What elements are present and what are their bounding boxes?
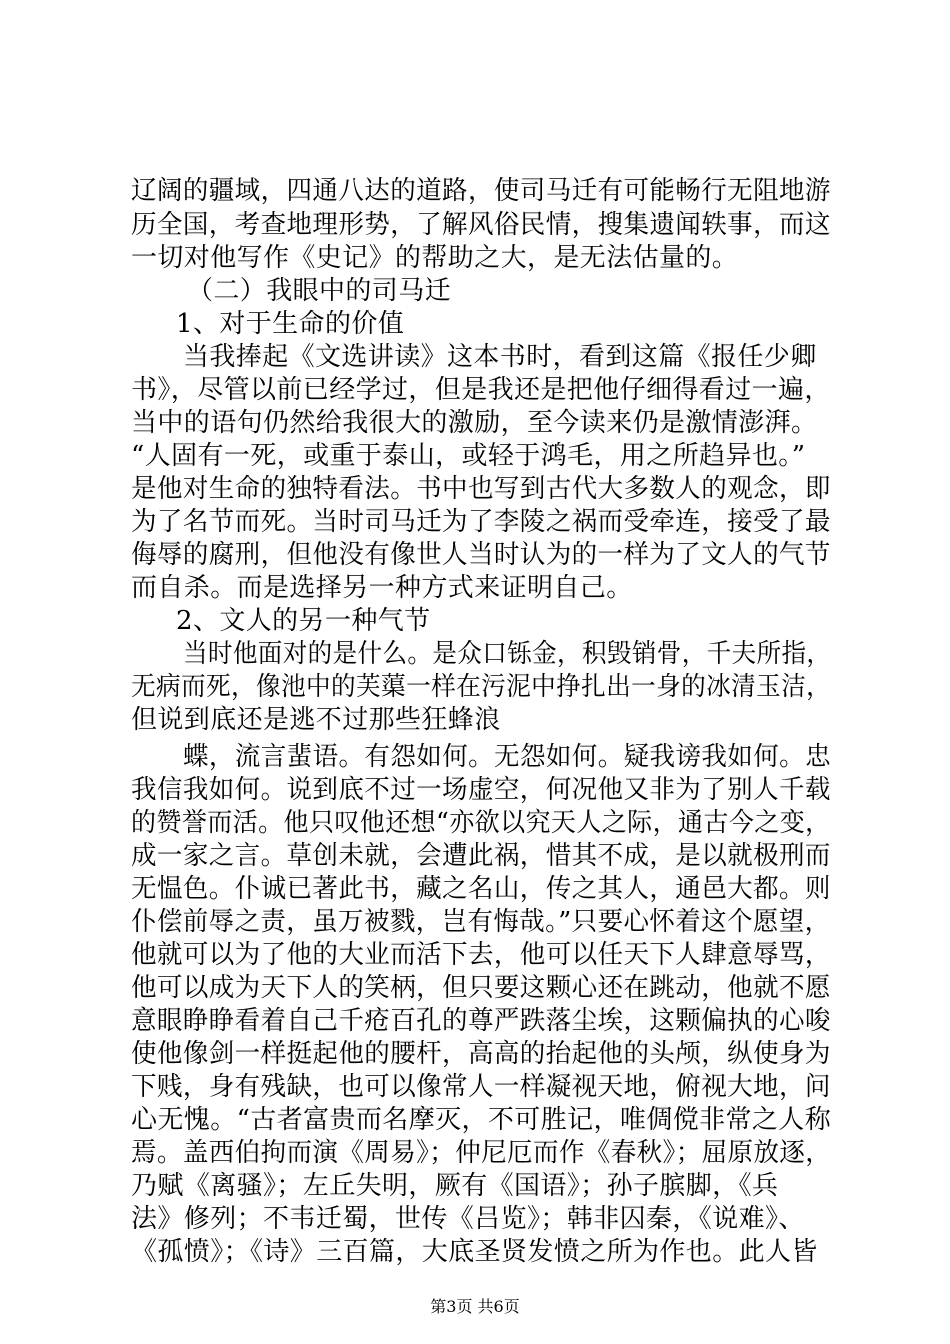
text-line: 侮辱的腐刑，但他没有像世人当时认为的一样为了文人的气节 [131,540,831,570]
text-line: 成一家之言。草创未就，会遭此祸，惜其不成，是以就极刑而 [131,841,831,871]
text-line: 但说到底还是逃不过那些狂蜂浪 [131,705,501,735]
text-line: 当中的语句仍然给我很大的激励，至今读来仍是激情澎湃。 [131,408,818,438]
text-line: 当我捧起《文选讲读》这本书时，看到这篇《报任少卿 [183,342,817,372]
text-line: 当时他面对的是什么。是众口铄金，积毁销骨，千夫所指， [183,639,832,669]
text-line: 乃赋《离骚》；左丘失明，厥有《国语》；孙子膑脚，《兵 [131,1171,779,1201]
text-line: 我信我如何。说到底不过一场虚空，何况他又非为了别人千载 [131,775,831,805]
section-heading: （二）我眼中的司马迁 [187,276,452,306]
text-line: 而自杀。而是选择另一种方式来证明自己。 [131,573,633,603]
text-line: 无愠色。仆诚已著此书，藏之名山，传之其人，通邑大都。则 [131,874,831,904]
text-line: 的赞誉而活。他只叹他还想“亦欲以究天人之际，通古今之变， [131,808,831,838]
text-line: 《孤愤》；《诗》三百篇，大底圣贤发愤之所为作也。此人皆 [131,1237,818,1267]
text-line: 焉。盖西伯拘而演《周易》；仲尼厄而作《春秋》；屈原放逐， [131,1138,832,1168]
text-line: 书》，尽管以前已经学过，但是我还是把他仔细得看过一遍， [131,375,831,405]
text-line: 是他对生命的独特看法。书中也写到古代大多数人的观念，即 [131,474,831,504]
text-line: 他就可以为了他的大业而活下去，他可以任天下人肆意辱骂， [131,940,831,970]
text-line: 使他像剑一样挺起他的腰杆，高高的抬起他的头颅，纵使身为 [131,1039,831,1069]
text-line: 他可以成为天下人的笑柄，但只要这颗心还在跳动，他就不愿 [131,973,831,1003]
text-line: 无病而死，像池中的芙蕖一样在污泥中挣扎出一身的冰清玉洁， [131,672,832,702]
subsection-heading: 2、文人的另一种气节 [176,606,431,636]
text-line: 蝶，流言蜚语。有怨如何。无怨如何。疑我谤我如何。忠 [183,742,832,772]
page-number-footer: 第3页 共6页 [430,1297,520,1316]
subsection-heading: 1、对于生命的价值 [176,309,405,339]
text-line: 一切对他写作《史记》的帮助之大，是无法估量的。 [131,243,739,273]
text-line: 心无愧。“古者富贵而名摩灭，不可胜记，唯倜傥非常之人称 [131,1105,832,1135]
text-line: 历全国，考查地理形势，了解风俗民情，搜集遗闻轶事，而这 [131,210,831,240]
text-line: 意眼睁睁看着自己千疮百孔的尊严跌落尘埃，这颗偏执的心唆 [131,1006,831,1036]
text-line: 仆偿前辱之责，虽万被戮，岂有悔哉。”只要心怀着这个愿望， [131,907,831,937]
text-line: 为了名节而死。当时司马迁为了李陵之祸而受牵连，接受了最 [131,507,831,537]
text-line: “人固有一死，或重于泰山，或轻于鸿毛，用之所趋异也。” [131,441,806,471]
text-line: 下贱，身有残缺，也可以像常人一样凝视天地，俯视大地，问 [131,1072,831,1102]
text-line: 辽阔的疆域，四通八达的道路，使司马迁有可能畅行无阻地游 [131,176,831,206]
text-line: 法》修列；不韦迁蜀，世传《吕览》；韩非囚秦，《说难》、 [131,1204,805,1234]
